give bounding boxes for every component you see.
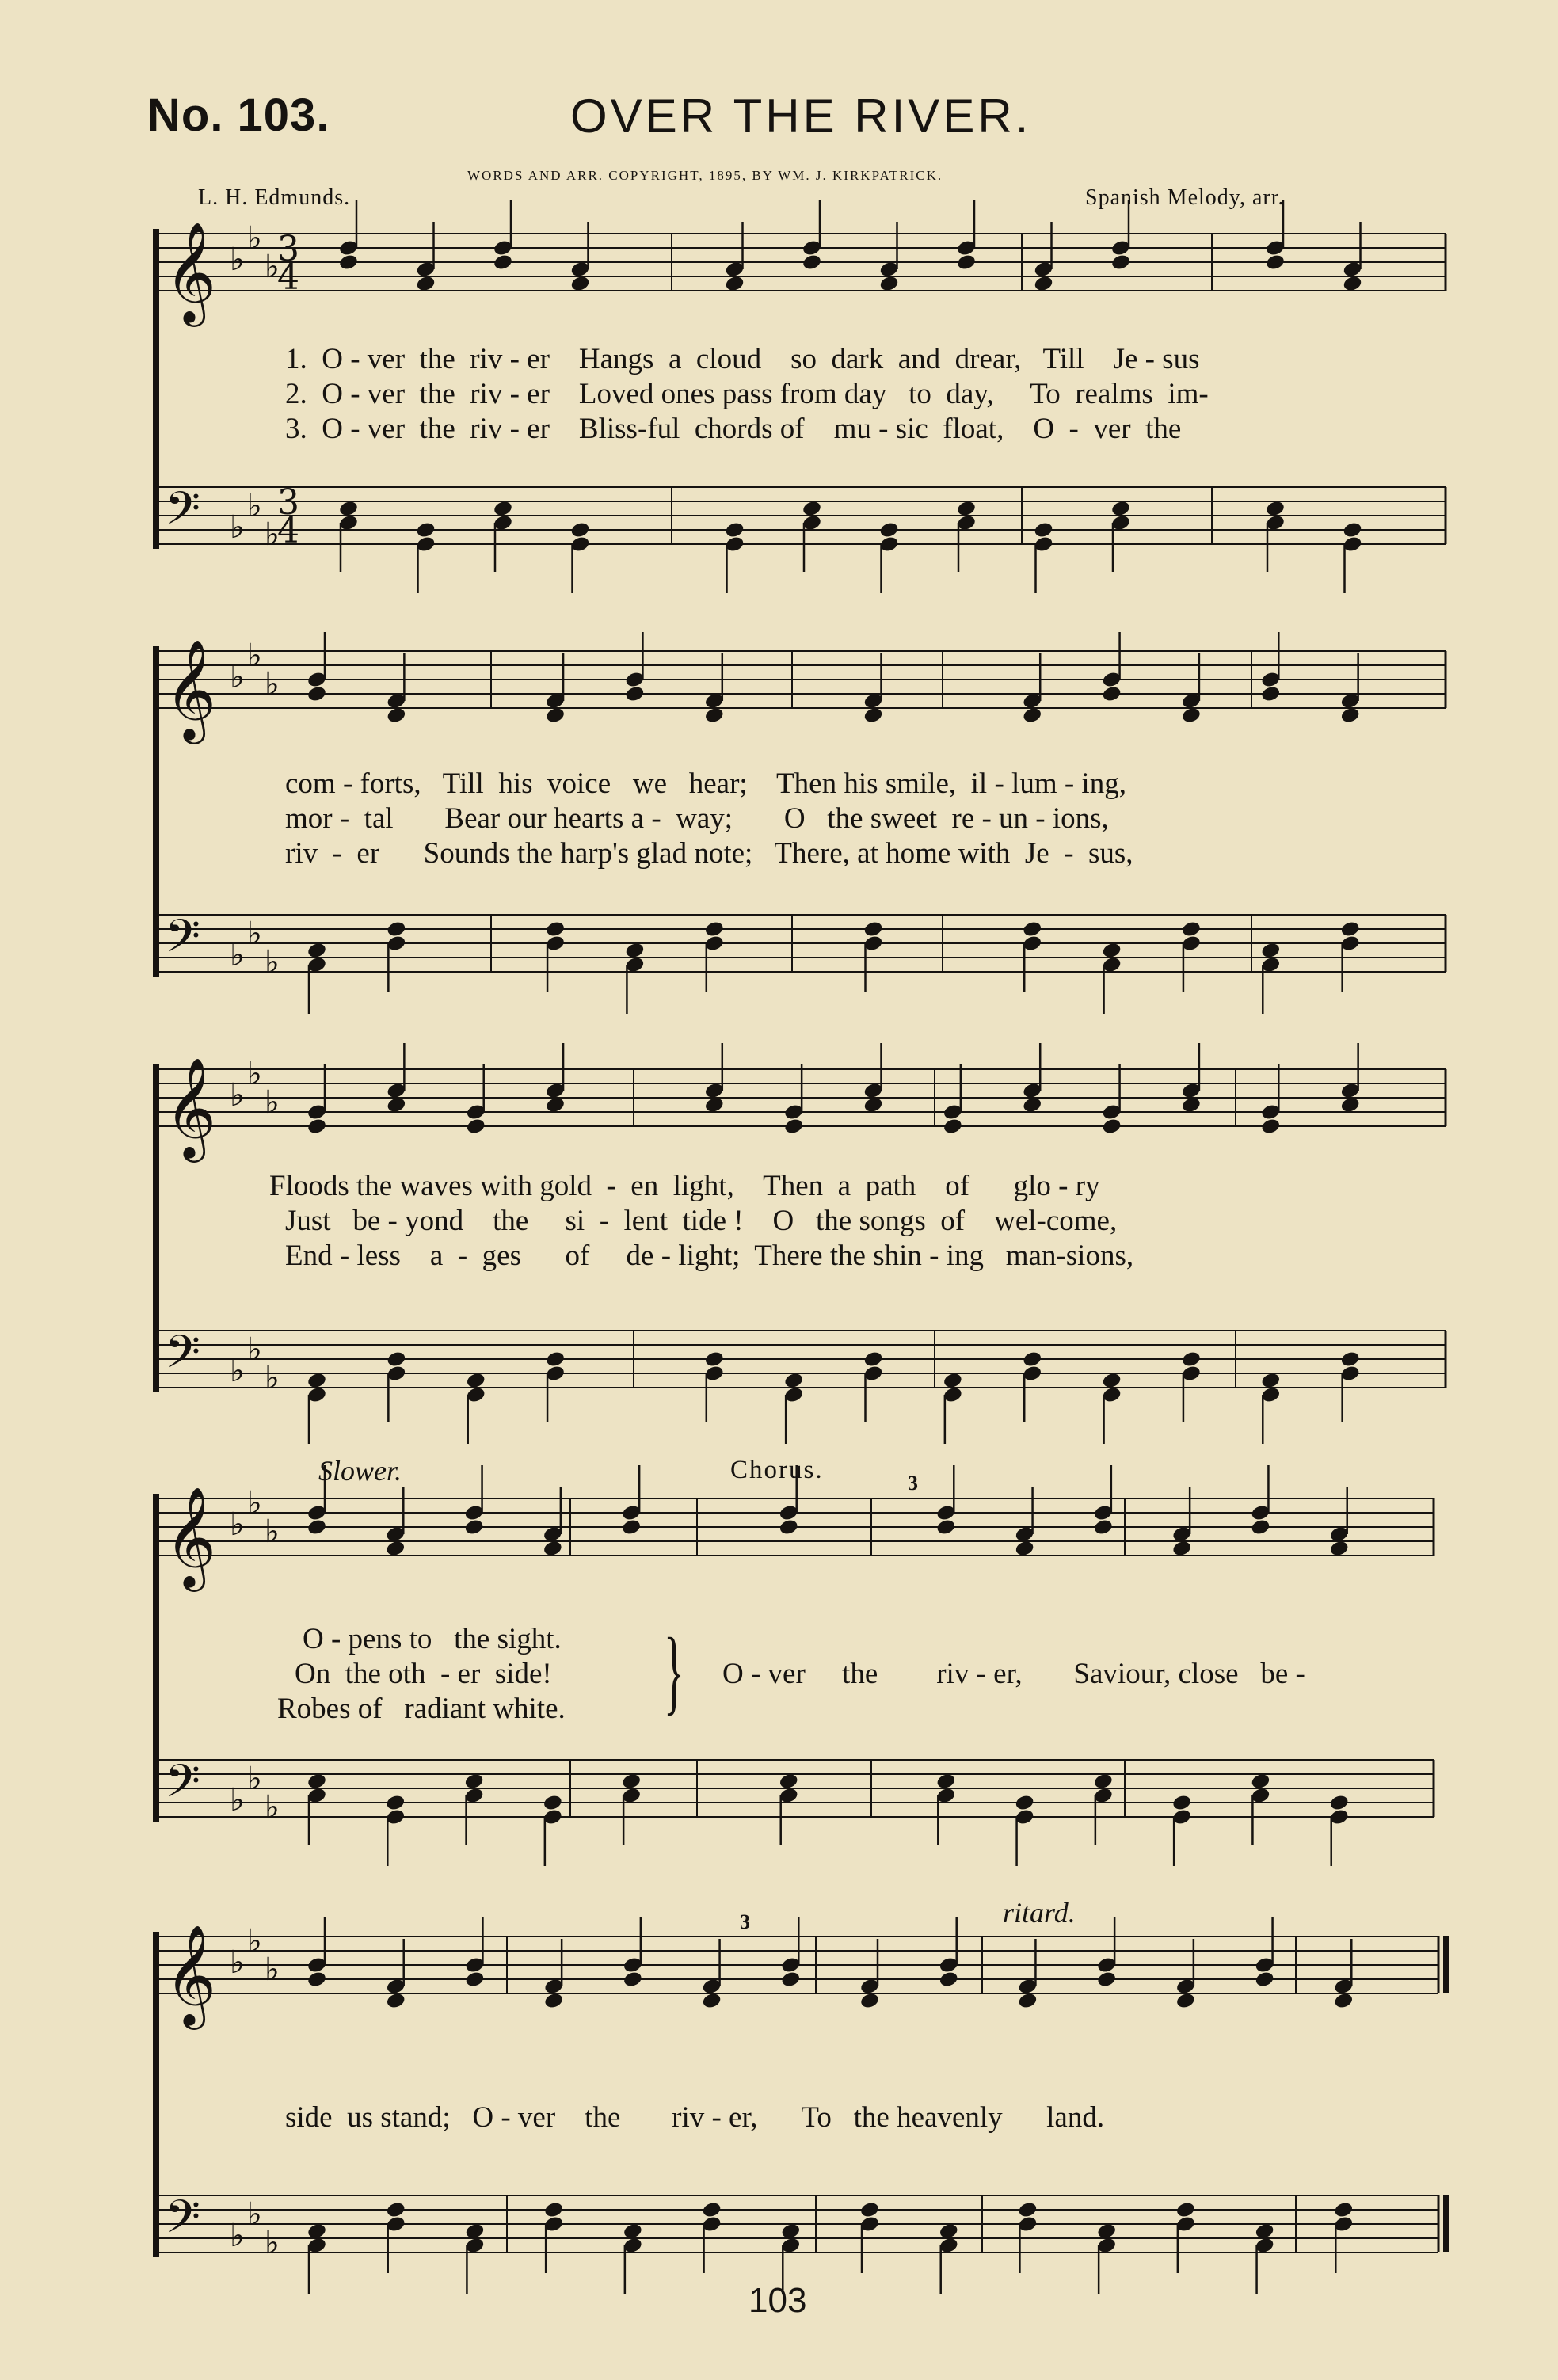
- treble-clef-icon: 𝄞: [165, 638, 217, 740]
- notehead: [466, 1118, 486, 1136]
- notehead: [943, 1118, 963, 1136]
- treble-clef-icon: 𝄞: [165, 1486, 217, 1587]
- notehead: [802, 500, 822, 518]
- lyric-line: End - less a - ges of de - light; There the shin - ing man-sions,: [285, 1240, 1134, 1272]
- notehead: [704, 1350, 725, 1369]
- system-bracket: [153, 229, 159, 549]
- notehead: [1181, 706, 1202, 725]
- tempo-mark-slower: Slower.: [318, 1455, 402, 1487]
- flat-sign-icon: ♭: [230, 659, 245, 695]
- notehead: [307, 942, 327, 960]
- notehead: [1260, 942, 1281, 960]
- lyric-line: 2. O - ver the riv - er Loved ones pass from day to day, To realms im-: [285, 378, 1209, 410]
- notehead: [783, 1372, 804, 1390]
- notehead: [701, 2201, 722, 2219]
- notehead: [1093, 1518, 1114, 1537]
- notehead: [1096, 2222, 1117, 2241]
- page-number: 103: [749, 2281, 807, 2320]
- notehead: [1101, 1118, 1122, 1136]
- flat-sign-icon: ♭: [230, 1353, 245, 1389]
- flat-sign-icon: ♭: [230, 1782, 245, 1818]
- treble-clef-icon: 𝄞: [165, 221, 217, 322]
- notehead: [863, 1096, 883, 1114]
- hymn-title: OVER THE RIVER.: [570, 89, 1032, 143]
- verse-ending: On the oth - er side!: [295, 1658, 552, 1690]
- notehead: [1101, 685, 1122, 703]
- notehead: [463, 1518, 484, 1537]
- lyric-line: com - forts, Till his voice we hear; Then his smile, il - lum - ing,: [285, 767, 1126, 800]
- notehead: [386, 706, 406, 725]
- notehead: [1022, 920, 1042, 939]
- notehead: [463, 1773, 484, 1791]
- notehead: [939, 1971, 959, 1989]
- flat-sign-icon: ♭: [247, 638, 262, 674]
- notehead: [859, 1992, 880, 2010]
- bass-clef-icon: 𝄢: [165, 482, 201, 546]
- flat-sign-icon: ♭: [247, 220, 262, 257]
- time-signature-bottom: 4: [277, 511, 299, 551]
- notehead: [386, 920, 406, 939]
- notehead: [935, 1518, 956, 1537]
- notehead: [1254, 2222, 1274, 2241]
- flat-sign-icon: ♭: [247, 916, 262, 952]
- notehead: [1110, 500, 1131, 518]
- notehead: [307, 1372, 327, 1390]
- notehead: [1033, 275, 1053, 293]
- notehead: [307, 2222, 327, 2241]
- bass-clef-icon: 𝄢: [165, 2190, 201, 2255]
- notehead: [623, 2222, 643, 2241]
- flat-sign-icon: ♭: [247, 1761, 262, 1797]
- triplet-mark: 3: [908, 1472, 918, 1495]
- notehead: [779, 1773, 799, 1791]
- bass-clef-icon: 𝄢: [165, 1754, 201, 1819]
- notehead: [1254, 1971, 1274, 1989]
- notehead: [385, 1540, 406, 1558]
- notehead: [1171, 1540, 1192, 1558]
- notehead: [1014, 1540, 1034, 1558]
- lyric-line: O - ver the riv - er, Saviour, close be -: [722, 1658, 1305, 1690]
- time-signature-top: 3: [277, 482, 299, 523]
- lyric-line: 1. O - ver the riv - er Hangs a cloud so dark and drear, Till Je - sus: [285, 343, 1200, 375]
- notehead: [724, 275, 745, 293]
- notehead: [780, 1971, 801, 1989]
- notehead: [569, 275, 590, 293]
- flat-sign-icon: ♭: [230, 1944, 245, 1981]
- notehead: [724, 521, 745, 539]
- notehead: [1181, 1350, 1202, 1369]
- notehead: [1340, 1350, 1361, 1369]
- notehead: [1250, 1773, 1270, 1791]
- notehead: [1017, 2201, 1038, 2219]
- notehead: [1342, 521, 1362, 539]
- flat-sign-icon: ♭: [265, 1360, 280, 1396]
- lyric-line: Just be - yond the si - lent tide ! O the songs of wel-come,: [285, 1205, 1118, 1237]
- composer-credit: Spanish Melody, arr.: [1085, 185, 1285, 210]
- flat-sign-icon: ♭: [265, 1514, 280, 1550]
- system-bracket: [153, 1064, 159, 1392]
- lyric-line: mor - tal Bear our hearts a - way; O the sweet re - un - ions,: [285, 802, 1109, 835]
- notehead: [1329, 1794, 1350, 1812]
- notehead: [780, 2222, 801, 2241]
- notehead: [704, 706, 725, 725]
- chorus-label: Chorus.: [730, 1456, 824, 1484]
- verse-ending: O - pens to the sight.: [303, 1623, 562, 1655]
- notehead: [307, 685, 327, 703]
- notehead: [1017, 1992, 1038, 2010]
- notehead: [1342, 275, 1362, 293]
- flat-sign-icon: ♭: [247, 1331, 262, 1368]
- notehead: [1022, 1096, 1042, 1114]
- notehead: [464, 1971, 485, 1989]
- copyright-notice: WORDS AND ARR. COPYRIGHT, 1895, BY WM. J. KIRKPATRICK.: [467, 168, 943, 183]
- notehead: [1250, 1518, 1270, 1537]
- lyric-line: riv - er Sounds the harp's glad note; There, at home with Je - sus,: [285, 837, 1133, 870]
- lyric-line: 3. O - ver the riv - er Bliss-ful chords of mu - sic float, O - ver the: [285, 413, 1182, 445]
- notehead: [545, 706, 566, 725]
- notehead: [943, 1372, 963, 1390]
- notehead: [621, 1518, 642, 1537]
- verse-ending: Robes of radiant white.: [277, 1693, 566, 1725]
- notehead: [863, 706, 883, 725]
- notehead: [1333, 2201, 1354, 2219]
- flat-sign-icon: ♭: [265, 1952, 280, 1988]
- notehead: [385, 1794, 406, 1812]
- notehead: [704, 1096, 725, 1114]
- notehead: [1340, 1096, 1361, 1114]
- flat-sign-icon: ♭: [230, 2218, 245, 2254]
- notehead: [386, 1992, 406, 2010]
- flat-sign-icon: ♭: [247, 2196, 262, 2233]
- flat-sign-icon: ♭: [265, 249, 280, 285]
- flat-sign-icon: ♭: [230, 509, 245, 546]
- notehead: [623, 1971, 643, 1989]
- notehead: [386, 1096, 406, 1114]
- notehead: [1022, 706, 1042, 725]
- notehead: [1181, 1096, 1202, 1114]
- flat-sign-icon: ♭: [230, 937, 245, 973]
- notehead: [545, 1096, 566, 1114]
- notehead: [1093, 1773, 1114, 1791]
- notehead: [802, 253, 822, 272]
- hymn-number: No. 103.: [147, 89, 330, 141]
- flat-sign-icon: ♭: [265, 944, 280, 981]
- notehead: [415, 521, 436, 539]
- notehead: [859, 2201, 880, 2219]
- notehead: [1110, 253, 1131, 272]
- notehead: [466, 1372, 486, 1390]
- notehead: [543, 2201, 564, 2219]
- notehead: [956, 253, 977, 272]
- notehead: [1171, 1794, 1192, 1812]
- notehead: [545, 1350, 566, 1369]
- notehead: [386, 1350, 406, 1369]
- notehead: [307, 1971, 327, 1989]
- final-barline: [1443, 2195, 1449, 2252]
- notehead: [701, 1992, 722, 2010]
- notehead: [307, 1518, 327, 1537]
- notehead: [1175, 1992, 1196, 2010]
- notehead: [1333, 1992, 1354, 2010]
- notehead: [1181, 920, 1202, 939]
- notehead: [1329, 1540, 1350, 1558]
- notehead: [704, 920, 725, 939]
- notehead: [1260, 685, 1281, 703]
- verse-brace: }: [664, 1618, 684, 1723]
- flat-sign-icon: ♭: [265, 666, 280, 703]
- notehead: [956, 500, 977, 518]
- notehead: [1033, 521, 1053, 539]
- notehead: [1101, 942, 1122, 960]
- notehead: [493, 500, 513, 518]
- notehead: [1340, 920, 1361, 939]
- notehead: [1260, 1372, 1281, 1390]
- flat-sign-icon: ♭: [265, 1084, 280, 1121]
- notehead: [543, 1992, 564, 2010]
- notehead: [783, 1118, 804, 1136]
- notehead: [1265, 500, 1286, 518]
- notehead: [863, 920, 883, 939]
- notehead: [307, 1118, 327, 1136]
- triplet-mark: 3: [740, 1910, 750, 1933]
- notehead: [338, 500, 359, 518]
- notehead: [1175, 2201, 1196, 2219]
- flat-sign-icon: ♭: [265, 516, 280, 553]
- notehead: [624, 685, 645, 703]
- notehead: [1340, 706, 1361, 725]
- treble-clef-icon: 𝄞: [165, 1057, 217, 1158]
- notehead: [1101, 1372, 1122, 1390]
- notehead: [1096, 1971, 1117, 1989]
- notehead: [1265, 253, 1286, 272]
- notehead: [621, 1773, 642, 1791]
- flat-sign-icon: ♭: [247, 488, 262, 524]
- system-bracket: [153, 1932, 159, 2257]
- bass-clef-icon: 𝄢: [165, 1325, 201, 1390]
- bass-clef-icon: 𝄢: [165, 909, 201, 974]
- final-barline: [1443, 1936, 1449, 1993]
- flat-sign-icon: ♭: [230, 242, 245, 278]
- notehead: [935, 1773, 956, 1791]
- notehead: [624, 942, 645, 960]
- flat-sign-icon: ♭: [265, 1789, 280, 1826]
- notehead: [779, 1518, 799, 1537]
- notehead: [1260, 1118, 1281, 1136]
- treble-clef-icon: 𝄞: [165, 1924, 217, 2025]
- notehead: [878, 275, 899, 293]
- notehead: [543, 1794, 563, 1812]
- notehead: [863, 1350, 883, 1369]
- notehead: [493, 253, 513, 272]
- lyric-line: Floods the waves with gold - en light, Then a path of glo - ry: [269, 1170, 1100, 1202]
- flat-sign-icon: ♭: [247, 1923, 262, 1959]
- notehead: [464, 2222, 485, 2241]
- notehead: [415, 275, 436, 293]
- notehead: [307, 1773, 327, 1791]
- notehead: [1022, 1350, 1042, 1369]
- flat-sign-icon: ♭: [230, 1506, 245, 1543]
- notehead: [878, 521, 899, 539]
- notehead: [386, 2201, 406, 2219]
- time-signature-top: 3: [277, 229, 299, 269]
- notehead: [1014, 1794, 1034, 1812]
- notehead: [569, 521, 590, 539]
- flat-sign-icon: ♭: [230, 1077, 245, 1114]
- notehead: [338, 253, 359, 272]
- tempo-mark-ritard: ritard.: [1003, 1897, 1076, 1929]
- flat-sign-icon: ♭: [265, 2225, 280, 2261]
- system-bracket: [153, 1494, 159, 1822]
- notehead: [939, 2222, 959, 2241]
- notehead: [545, 920, 566, 939]
- lyricist-credit: L. H. Edmunds.: [198, 185, 351, 210]
- notehead: [543, 1540, 563, 1558]
- time-signature-bottom: 4: [277, 257, 299, 298]
- flat-sign-icon: ♭: [247, 1056, 262, 1092]
- lyric-line: side us stand; O - ver the riv - er, To the heavenly land.: [285, 2101, 1105, 2134]
- flat-sign-icon: ♭: [247, 1485, 262, 1521]
- system-bracket: [153, 646, 159, 977]
